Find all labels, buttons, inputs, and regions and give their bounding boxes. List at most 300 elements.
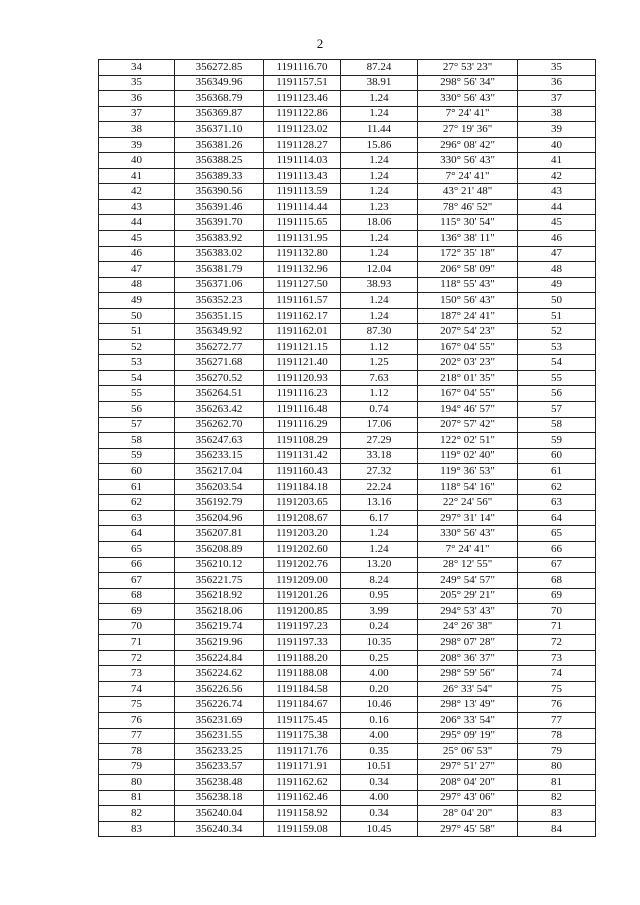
bearing-cell: 28° 12' 55"	[418, 557, 518, 573]
bearing-cell: 150° 56' 43"	[418, 293, 518, 309]
next-point-cell: 82	[518, 790, 596, 806]
point-number-cell: 61	[99, 479, 175, 495]
next-point-cell: 48	[518, 262, 596, 278]
distance-cell: 17.06	[341, 417, 418, 433]
x-coordinate-cell: 356390.56	[175, 184, 264, 200]
next-point-cell: 39	[518, 122, 596, 138]
point-number-cell: 54	[99, 370, 175, 386]
table-row	[99, 215, 596, 231]
table-row	[99, 386, 596, 402]
x-coordinate-cell: 356349.92	[175, 324, 264, 340]
x-coordinate-cell: 356262.70	[175, 417, 264, 433]
y-coordinate-cell: 1191120.93	[264, 370, 341, 386]
bearing-cell: 205° 29' 21"	[418, 588, 518, 604]
next-point-cell: 40	[518, 137, 596, 153]
page-number: 2	[316, 36, 324, 51]
y-coordinate-cell: 1191208.67	[264, 510, 341, 526]
table-row	[99, 666, 596, 682]
distance-cell: 3.99	[341, 604, 418, 620]
x-coordinate-cell: 356226.56	[175, 681, 264, 697]
x-coordinate-cell: 356207.81	[175, 526, 264, 542]
point-number-cell: 70	[99, 619, 175, 635]
distance-cell: 0.34	[341, 806, 418, 822]
distance-cell: 27.29	[341, 433, 418, 449]
next-point-cell: 41	[518, 153, 596, 169]
table-row	[99, 168, 596, 184]
y-coordinate-cell: 1191201.26	[264, 588, 341, 604]
point-number-cell: 66	[99, 557, 175, 573]
next-point-cell: 64	[518, 510, 596, 526]
distance-cell: 0.24	[341, 619, 418, 635]
table-row	[99, 122, 596, 138]
distance-cell: 10.46	[341, 697, 418, 713]
point-number-cell: 50	[99, 308, 175, 324]
point-number-cell: 53	[99, 355, 175, 371]
next-point-cell: 52	[518, 324, 596, 340]
next-point-cell: 43	[518, 184, 596, 200]
distance-cell: 27.32	[341, 464, 418, 480]
next-point-cell: 71	[518, 619, 596, 635]
x-coordinate-cell: 356219.74	[175, 619, 264, 635]
x-coordinate-cell: 356238.18	[175, 790, 264, 806]
bearing-cell: 296° 08' 42"	[418, 137, 518, 153]
y-coordinate-cell: 1191132.96	[264, 262, 341, 278]
table-row	[99, 650, 596, 666]
point-number-cell: 83	[99, 821, 175, 837]
y-coordinate-cell: 1191114.03	[264, 153, 341, 169]
y-coordinate-cell: 1191209.00	[264, 573, 341, 589]
distance-cell: 0.25	[341, 650, 418, 666]
x-coordinate-cell: 356226.74	[175, 697, 264, 713]
bearing-cell: 167° 04' 55"	[418, 339, 518, 355]
y-coordinate-cell: 1191116.29	[264, 417, 341, 433]
point-number-cell: 35	[99, 75, 175, 91]
bearing-cell: 28° 04' 20"	[418, 806, 518, 822]
x-coordinate-cell: 356204.96	[175, 510, 264, 526]
bearing-cell: 136° 38' 11"	[418, 231, 518, 247]
x-coordinate-cell: 356233.25	[175, 744, 264, 760]
table-row	[99, 339, 596, 355]
point-number-cell: 76	[99, 712, 175, 728]
y-coordinate-cell: 1191128.27	[264, 137, 341, 153]
y-coordinate-cell: 1191115.65	[264, 215, 341, 231]
y-coordinate-cell: 1191188.08	[264, 666, 341, 682]
next-point-cell: 68	[518, 573, 596, 589]
point-number-cell: 59	[99, 448, 175, 464]
y-coordinate-cell: 1191158.92	[264, 806, 341, 822]
next-point-cell: 53	[518, 339, 596, 355]
table-row	[99, 355, 596, 371]
next-point-cell: 76	[518, 697, 596, 713]
next-point-cell: 36	[518, 75, 596, 91]
distance-cell: 10.45	[341, 821, 418, 837]
y-coordinate-cell: 1191188.20	[264, 650, 341, 666]
table-row	[99, 293, 596, 309]
bearing-cell: 167° 04' 55"	[418, 386, 518, 402]
distance-cell: 4.00	[341, 666, 418, 682]
table-row	[99, 370, 596, 386]
table-row	[99, 821, 596, 837]
point-number-cell: 49	[99, 293, 175, 309]
distance-cell: 0.95	[341, 588, 418, 604]
next-point-cell: 55	[518, 370, 596, 386]
table-row	[99, 262, 596, 278]
point-number-cell: 56	[99, 402, 175, 418]
bearing-cell: 24° 26' 38"	[418, 619, 518, 635]
point-number-cell: 73	[99, 666, 175, 682]
bearing-cell: 27° 53' 23"	[418, 60, 518, 76]
table-row	[99, 541, 596, 557]
x-coordinate-cell: 356388.25	[175, 153, 264, 169]
distance-cell: 22.24	[341, 479, 418, 495]
point-number-cell: 48	[99, 277, 175, 293]
point-number-cell: 75	[99, 697, 175, 713]
distance-cell: 1.12	[341, 339, 418, 355]
next-point-cell: 70	[518, 604, 596, 620]
point-number-cell: 65	[99, 541, 175, 557]
bearing-cell: 298° 56' 34"	[418, 75, 518, 91]
point-number-cell: 72	[99, 650, 175, 666]
y-coordinate-cell: 1191131.95	[264, 231, 341, 247]
x-coordinate-cell: 356224.62	[175, 666, 264, 682]
y-coordinate-cell: 1191116.48	[264, 402, 341, 418]
point-number-cell: 78	[99, 744, 175, 760]
point-number-cell: 34	[99, 60, 175, 76]
x-coordinate-cell: 356371.10	[175, 122, 264, 138]
y-coordinate-cell: 1191202.76	[264, 557, 341, 573]
y-coordinate-cell: 1191162.17	[264, 308, 341, 324]
next-point-cell: 46	[518, 231, 596, 247]
bearing-cell: 22° 24' 56"	[418, 495, 518, 511]
point-number-cell: 40	[99, 153, 175, 169]
next-point-cell: 77	[518, 712, 596, 728]
y-coordinate-cell: 1191160.43	[264, 464, 341, 480]
x-coordinate-cell: 356368.79	[175, 91, 264, 107]
table-row	[99, 106, 596, 122]
distance-cell: 1.12	[341, 386, 418, 402]
point-number-cell: 64	[99, 526, 175, 542]
x-coordinate-cell: 356381.79	[175, 262, 264, 278]
bearing-cell: 7° 24' 41"	[418, 168, 518, 184]
x-coordinate-cell: 356271.68	[175, 355, 264, 371]
table-row	[99, 246, 596, 262]
table-row	[99, 417, 596, 433]
next-point-cell: 51	[518, 308, 596, 324]
x-coordinate-cell: 356218.92	[175, 588, 264, 604]
next-point-cell: 75	[518, 681, 596, 697]
table-row	[99, 775, 596, 791]
distance-cell: 1.25	[341, 355, 418, 371]
point-number-cell: 74	[99, 681, 175, 697]
bearing-cell: 7° 24' 41"	[418, 541, 518, 557]
bearing-cell: 297° 51' 27"	[418, 759, 518, 775]
point-number-cell: 51	[99, 324, 175, 340]
y-coordinate-cell: 1191114.44	[264, 199, 341, 215]
table-row	[99, 573, 596, 589]
bearing-cell: 208° 04' 20"	[418, 775, 518, 791]
x-coordinate-cell: 356272.77	[175, 339, 264, 355]
point-number-cell: 63	[99, 510, 175, 526]
table-row	[99, 137, 596, 153]
table-row	[99, 681, 596, 697]
bearing-cell: 298° 13' 49"	[418, 697, 518, 713]
y-coordinate-cell: 1191200.85	[264, 604, 341, 620]
point-number-cell: 45	[99, 231, 175, 247]
point-number-cell: 82	[99, 806, 175, 822]
bearing-cell: 298° 07' 28"	[418, 635, 518, 651]
x-coordinate-cell: 356381.26	[175, 137, 264, 153]
bearing-cell: 218° 01' 35"	[418, 370, 518, 386]
next-point-cell: 57	[518, 402, 596, 418]
bearing-cell: 297° 45' 58"	[418, 821, 518, 837]
table-row	[99, 604, 596, 620]
y-coordinate-cell: 1191184.67	[264, 697, 341, 713]
distance-cell: 11.44	[341, 122, 418, 138]
table-row	[99, 806, 596, 822]
bearing-cell: 78° 46' 52"	[418, 199, 518, 215]
next-point-cell: 81	[518, 775, 596, 791]
coordinates-table-body	[99, 60, 596, 837]
table-row	[99, 790, 596, 806]
y-coordinate-cell: 1191116.23	[264, 386, 341, 402]
y-coordinate-cell: 1191113.59	[264, 184, 341, 200]
bearing-cell: 26° 33' 54"	[418, 681, 518, 697]
distance-cell: 1.24	[341, 293, 418, 309]
bearing-cell: 298° 59' 56"	[418, 666, 518, 682]
y-coordinate-cell: 1191162.62	[264, 775, 341, 791]
distance-cell: 0.74	[341, 402, 418, 418]
distance-cell: 38.91	[341, 75, 418, 91]
next-point-cell: 45	[518, 215, 596, 231]
bearing-cell: 118° 55' 43"	[418, 277, 518, 293]
y-coordinate-cell: 1191203.20	[264, 526, 341, 542]
table-row	[99, 479, 596, 495]
x-coordinate-cell: 356210.12	[175, 557, 264, 573]
point-number-cell: 57	[99, 417, 175, 433]
bearing-cell: 25° 06' 53"	[418, 744, 518, 760]
x-coordinate-cell: 356233.57	[175, 759, 264, 775]
table-row	[99, 308, 596, 324]
x-coordinate-cell: 356233.15	[175, 448, 264, 464]
table-row	[99, 588, 596, 604]
next-point-cell: 59	[518, 433, 596, 449]
x-coordinate-cell: 356218.06	[175, 604, 264, 620]
x-coordinate-cell: 356352.23	[175, 293, 264, 309]
x-coordinate-cell: 356391.70	[175, 215, 264, 231]
table-row	[99, 60, 596, 76]
next-point-cell: 44	[518, 199, 596, 215]
bearing-cell: 202° 03' 23"	[418, 355, 518, 371]
x-coordinate-cell: 356221.75	[175, 573, 264, 589]
y-coordinate-cell: 1191171.91	[264, 759, 341, 775]
table-row	[99, 619, 596, 635]
next-point-cell: 60	[518, 448, 596, 464]
distance-cell: 1.24	[341, 168, 418, 184]
table-row	[99, 91, 596, 107]
distance-cell: 13.16	[341, 495, 418, 511]
next-point-cell: 47	[518, 246, 596, 262]
distance-cell: 1.24	[341, 308, 418, 324]
distance-cell: 10.35	[341, 635, 418, 651]
y-coordinate-cell: 1191161.57	[264, 293, 341, 309]
y-coordinate-cell: 1191184.58	[264, 681, 341, 697]
distance-cell: 18.06	[341, 215, 418, 231]
x-coordinate-cell: 356247.63	[175, 433, 264, 449]
table-row	[99, 744, 596, 760]
x-coordinate-cell: 356238.48	[175, 775, 264, 791]
point-number-cell: 38	[99, 122, 175, 138]
point-number-cell: 81	[99, 790, 175, 806]
y-coordinate-cell: 1191202.60	[264, 541, 341, 557]
y-coordinate-cell: 1191159.08	[264, 821, 341, 837]
distance-cell: 1.24	[341, 153, 418, 169]
bearing-cell: 122° 02' 51"	[418, 433, 518, 449]
distance-cell: 13.20	[341, 557, 418, 573]
table-row	[99, 635, 596, 651]
x-coordinate-cell: 356217.04	[175, 464, 264, 480]
table-row	[99, 712, 596, 728]
y-coordinate-cell: 1191132.80	[264, 246, 341, 262]
point-number-cell: 58	[99, 433, 175, 449]
distance-cell: 1.24	[341, 526, 418, 542]
y-coordinate-cell: 1191175.38	[264, 728, 341, 744]
point-number-cell: 69	[99, 604, 175, 620]
x-coordinate-cell: 356270.52	[175, 370, 264, 386]
table-row	[99, 759, 596, 775]
distance-cell: 4.00	[341, 790, 418, 806]
table-row	[99, 464, 596, 480]
y-coordinate-cell: 1191123.02	[264, 122, 341, 138]
y-coordinate-cell: 1191122.86	[264, 106, 341, 122]
table-row	[99, 557, 596, 573]
distance-cell: 8.24	[341, 573, 418, 589]
bearing-cell: 187° 24' 41"	[418, 308, 518, 324]
coordinates-table	[98, 59, 596, 837]
next-point-cell: 42	[518, 168, 596, 184]
distance-cell: 1.24	[341, 246, 418, 262]
point-number-cell: 67	[99, 573, 175, 589]
bearing-cell: 295° 09' 19"	[418, 728, 518, 744]
x-coordinate-cell: 356349.96	[175, 75, 264, 91]
distance-cell: 0.35	[341, 744, 418, 760]
next-point-cell: 38	[518, 106, 596, 122]
table-row	[99, 526, 596, 542]
bearing-cell: 330° 56' 43"	[418, 526, 518, 542]
bearing-cell: 206° 33' 54"	[418, 712, 518, 728]
y-coordinate-cell: 1191197.33	[264, 635, 341, 651]
point-number-cell: 47	[99, 262, 175, 278]
distance-cell: 1.23	[341, 199, 418, 215]
bearing-cell: 119° 02' 40"	[418, 448, 518, 464]
x-coordinate-cell: 356383.92	[175, 231, 264, 247]
distance-cell: 87.24	[341, 60, 418, 76]
x-coordinate-cell: 356389.33	[175, 168, 264, 184]
y-coordinate-cell: 1191162.46	[264, 790, 341, 806]
table-row	[99, 75, 596, 91]
next-point-cell: 62	[518, 479, 596, 495]
point-number-cell: 68	[99, 588, 175, 604]
table-row	[99, 495, 596, 511]
y-coordinate-cell: 1191108.29	[264, 433, 341, 449]
x-coordinate-cell: 356224.84	[175, 650, 264, 666]
next-point-cell: 72	[518, 635, 596, 651]
next-point-cell: 49	[518, 277, 596, 293]
next-point-cell: 66	[518, 541, 596, 557]
point-number-cell: 42	[99, 184, 175, 200]
y-coordinate-cell: 1191184.18	[264, 479, 341, 495]
point-number-cell: 77	[99, 728, 175, 744]
next-point-cell: 61	[518, 464, 596, 480]
bearing-cell: 206° 58' 09"	[418, 262, 518, 278]
bearing-cell: 330° 56' 43"	[418, 153, 518, 169]
bearing-cell: 297° 31' 14"	[418, 510, 518, 526]
next-point-cell: 67	[518, 557, 596, 573]
next-point-cell: 73	[518, 650, 596, 666]
next-point-cell: 78	[518, 728, 596, 744]
table-row	[99, 402, 596, 418]
y-coordinate-cell: 1191171.76	[264, 744, 341, 760]
distance-cell: 33.18	[341, 448, 418, 464]
x-coordinate-cell: 356192.79	[175, 495, 264, 511]
table-row	[99, 277, 596, 293]
distance-cell: 1.24	[341, 91, 418, 107]
bearing-cell: 194° 46' 57"	[418, 402, 518, 418]
point-number-cell: 62	[99, 495, 175, 511]
y-coordinate-cell: 1191127.50	[264, 277, 341, 293]
y-coordinate-cell: 1191131.42	[264, 448, 341, 464]
next-point-cell: 56	[518, 386, 596, 402]
bearing-cell: 119° 36' 53"	[418, 464, 518, 480]
point-number-cell: 79	[99, 759, 175, 775]
next-point-cell: 69	[518, 588, 596, 604]
y-coordinate-cell: 1191162.01	[264, 324, 341, 340]
next-point-cell: 35	[518, 60, 596, 76]
table-row	[99, 510, 596, 526]
point-number-cell: 44	[99, 215, 175, 231]
x-coordinate-cell: 356231.55	[175, 728, 264, 744]
y-coordinate-cell: 1191157.51	[264, 75, 341, 91]
table-row	[99, 231, 596, 247]
distance-cell: 10.51	[341, 759, 418, 775]
distance-cell: 7.63	[341, 370, 418, 386]
bearing-cell: 27° 19' 36"	[418, 122, 518, 138]
point-number-cell: 71	[99, 635, 175, 651]
table-row	[99, 448, 596, 464]
next-point-cell: 79	[518, 744, 596, 760]
x-coordinate-cell: 356208.89	[175, 541, 264, 557]
distance-cell: 87.30	[341, 324, 418, 340]
y-coordinate-cell: 1191203.65	[264, 495, 341, 511]
table-row	[99, 728, 596, 744]
next-point-cell: 63	[518, 495, 596, 511]
bearing-cell: 43° 21' 48"	[418, 184, 518, 200]
x-coordinate-cell: 356272.85	[175, 60, 264, 76]
point-number-cell: 46	[99, 246, 175, 262]
bearing-cell: 172° 35' 18"	[418, 246, 518, 262]
y-coordinate-cell: 1191175.45	[264, 712, 341, 728]
x-coordinate-cell: 356203.54	[175, 479, 264, 495]
distance-cell: 12.04	[341, 262, 418, 278]
distance-cell: 15.86	[341, 137, 418, 153]
distance-cell: 1.24	[341, 231, 418, 247]
table-row	[99, 433, 596, 449]
table-row	[99, 184, 596, 200]
point-number-cell: 43	[99, 199, 175, 215]
bearing-cell: 294° 53' 43"	[418, 604, 518, 620]
distance-cell: 4.00	[341, 728, 418, 744]
bearing-cell: 249° 54' 57"	[418, 573, 518, 589]
x-coordinate-cell: 356264.51	[175, 386, 264, 402]
